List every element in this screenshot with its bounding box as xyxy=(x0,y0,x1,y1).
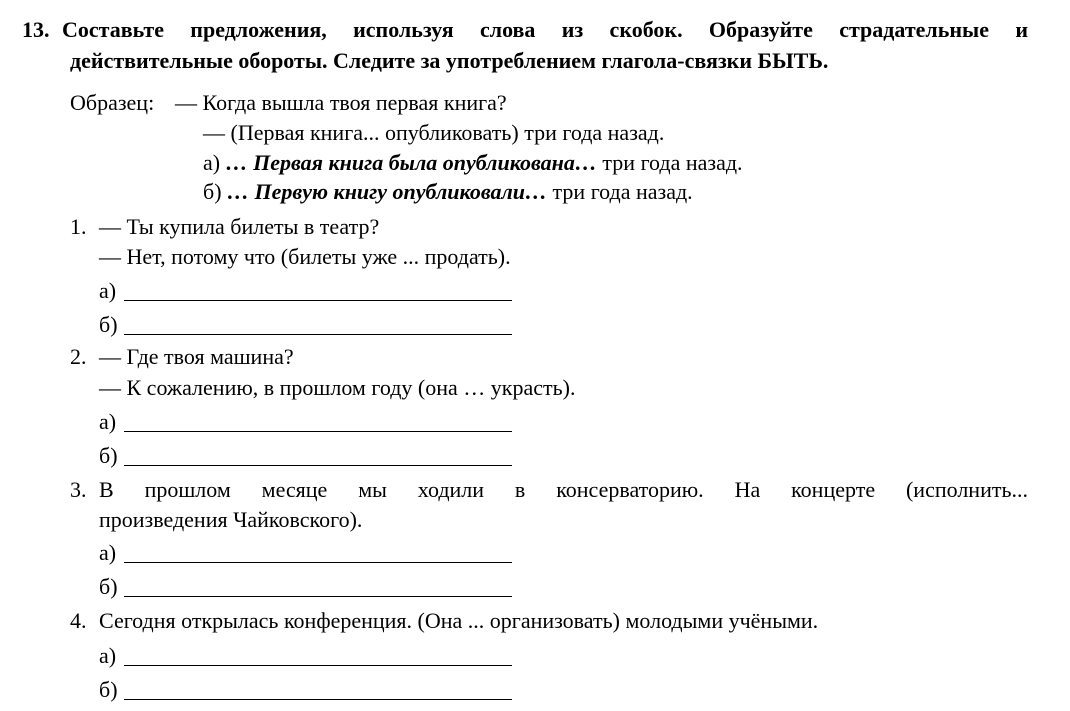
answer-marker: б) xyxy=(99,443,118,468)
example-answer-b xyxy=(203,181,693,203)
answer-blank-line[interactable] xyxy=(124,596,512,597)
answer-blank-line[interactable] xyxy=(124,699,512,700)
exercise-title-line1: Составьте предложения, используя слова из скобок. Образуйте страдательные и xyxy=(62,17,1028,42)
exercise-number: 13. xyxy=(22,17,50,42)
answer-blank-line[interactable] xyxy=(124,431,512,432)
task-number: 2. xyxy=(70,344,87,369)
example-answer-a xyxy=(203,152,743,174)
answer-marker: а) xyxy=(99,409,117,434)
example-prompt: — (Первая книга... опубликовать) три года назад. xyxy=(203,120,665,145)
answer-marker: а) xyxy=(99,540,117,565)
example-answer-a-marker: а) xyxy=(203,150,221,175)
example-answer-b-bold: … Первую книгу опубликовали… xyxy=(227,179,548,204)
answer-blank-line[interactable] xyxy=(124,300,512,301)
example-question: — Когда вышла твоя первая книга? xyxy=(175,90,507,115)
example-label: Образец: xyxy=(70,90,155,115)
task-number: 3. xyxy=(70,477,87,502)
answer-marker: б) xyxy=(99,677,118,702)
answer-marker: а) xyxy=(99,643,117,668)
example-answer-b-rest: три года назад. xyxy=(552,179,693,204)
answer-marker: б) xyxy=(99,574,118,599)
task-line: В прошлом месяце мы ходили в консерваторию. На концерте (исполнить... xyxy=(99,477,1028,502)
task-line: — Нет, потому что (билеты уже ... продать). xyxy=(99,244,511,269)
answer-blank-line[interactable] xyxy=(124,334,512,335)
answer-blank-line[interactable] xyxy=(124,665,512,666)
answer-blank-line[interactable] xyxy=(124,562,512,563)
answer-marker: б) xyxy=(99,312,118,337)
task-line: произведения Чайковского). xyxy=(99,507,363,532)
example-answer-a-rest: три года назад. xyxy=(602,150,743,175)
example-answer-b-marker: б) xyxy=(203,179,222,204)
task-line: — Ты купила билеты в театр? xyxy=(99,214,380,239)
exercise-title-line2: действительные обороты. Следите за употреблением глагола-связки БЫТЬ. xyxy=(70,48,829,73)
task-number: 4. xyxy=(70,608,87,633)
task-line: Сегодня открылась конференция. (Она ... организовать) молодыми учёными. xyxy=(99,608,819,633)
task-line: — Где твоя машина? xyxy=(99,344,294,369)
task-line: — К сожалению, в прошлом году (она … украсть). xyxy=(99,375,576,400)
task-number: 1. xyxy=(70,214,87,239)
example-answer-a-bold: … Первая книга была опубликована… xyxy=(225,150,597,175)
answer-marker: а) xyxy=(99,278,117,303)
answer-blank-line[interactable] xyxy=(124,465,512,466)
